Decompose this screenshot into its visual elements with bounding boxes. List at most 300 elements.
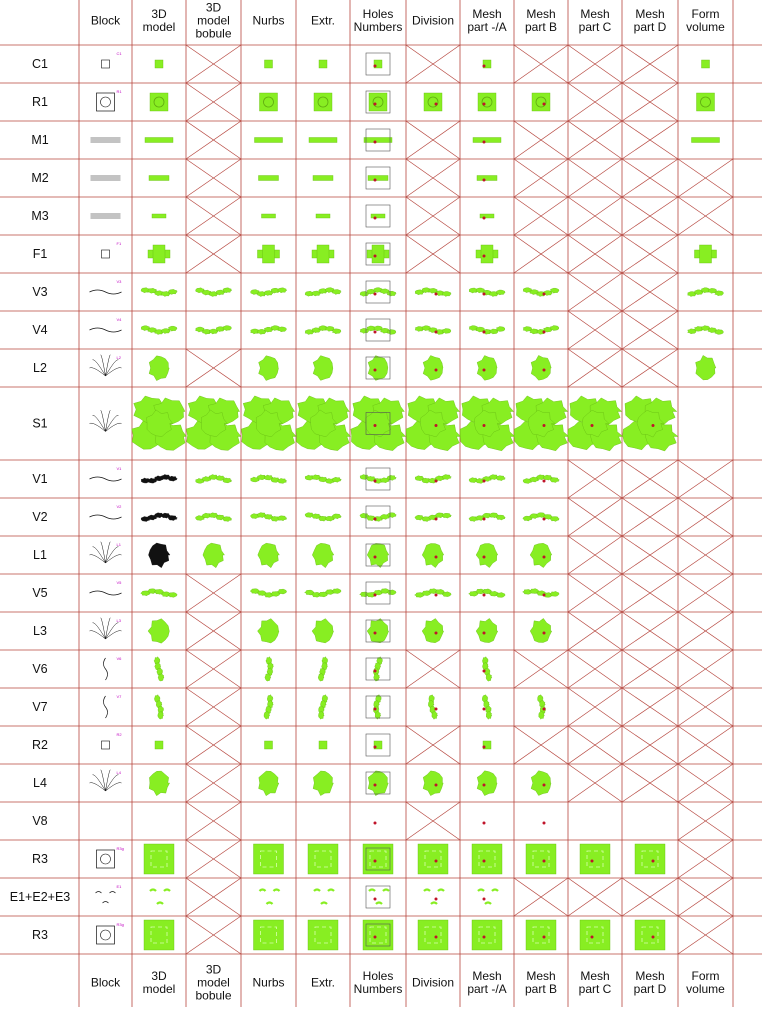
bottom-header-bobule: 3D [205,962,222,977]
marker-dot [543,936,546,939]
shape-panel [526,844,556,874]
bottom-header-meshD: part D [633,982,667,996]
shape-corner [492,890,498,892]
shape-vine [688,326,724,335]
block-tag: L2 [116,355,121,360]
row-label: M2 [31,171,49,185]
shape-vine-vertical [538,695,546,720]
cell-shape [154,657,164,681]
shape-vine [360,513,397,522]
block-line-drawing [104,696,108,718]
row-label: R3 [32,928,48,942]
shape-vine [523,326,559,335]
row-label: L2 [33,361,47,375]
top-header-extr: Extr. [310,13,336,28]
marker-dot [435,518,438,521]
shape-square [265,60,273,68]
marker-dot [374,594,377,597]
shape-blob [477,771,497,796]
cell-shape [264,695,273,720]
marker-dot [543,331,546,334]
marker-dot [543,822,546,825]
cell-shape [374,822,377,825]
cell-shape [478,93,496,111]
block-line-drawing [91,214,121,218]
cell-shape [255,138,283,143]
top-header-form: volume [686,20,725,34]
shape-panel [472,920,502,950]
shape-corner [485,903,491,905]
block-tag: F1 [116,241,122,246]
marker-dot [374,556,377,559]
cell-shape [148,245,170,263]
shape-square [702,60,710,68]
cell-shape [695,245,717,263]
shape-vine [523,513,560,522]
block-tag: L4 [116,770,121,775]
bottom-header-meshB: Mesh [526,969,556,983]
bottom-header-form: Form [691,969,720,983]
cell-shape [363,920,393,950]
top-header-meshC: part C [578,20,612,34]
top-header-form: Form [691,7,720,21]
cell-shape [366,205,390,227]
shape-blob [476,618,498,642]
marker-dot [374,936,377,939]
marker-dot [374,708,377,711]
cell-shape [265,741,273,749]
marker-dot [543,103,546,106]
marker-dot [374,898,377,901]
cell-shape [366,734,390,756]
shape-vine [141,589,178,598]
block-tag: V7 [116,694,122,699]
row-label: R2 [32,738,48,752]
shape-vine [196,326,232,335]
marker-dot [591,860,594,863]
shape-corner [260,890,266,892]
shape-rosette [369,93,387,111]
shape-blob [367,543,389,567]
block-line-drawing [91,138,121,142]
cell-shape [422,619,444,643]
cell-shape [305,589,342,598]
shape-bar [473,138,501,143]
shape-bar [313,176,333,181]
marker-dot [435,860,438,863]
cell-shape [145,138,173,143]
shape-vine [415,589,452,598]
shape-vine [251,288,287,297]
shape-vine-vertical [154,657,164,681]
marker-dot [652,936,655,939]
shape-vine [305,513,341,522]
cell-shape [483,60,492,68]
marker-dot [652,424,655,427]
row-label: V7 [32,700,48,714]
cell-shape [259,176,279,181]
cell-shape [623,396,678,451]
shape-rosette [260,93,278,111]
cell-shape [530,618,552,642]
cell-shape [360,506,397,528]
shape-panel [308,920,338,950]
cell-shape [460,396,515,451]
block-tag: E1 [116,884,122,889]
marker-dot [374,103,377,106]
marker-dot [374,217,377,220]
cell-shape [196,475,232,484]
shape-bar [371,214,385,218]
shape-blob [168,289,177,294]
cell-shape [532,93,550,111]
block-tag: C1 [116,51,122,56]
shape-blob [486,711,492,719]
shape-blob [312,619,334,643]
top-header-meshA: Mesh [472,7,502,21]
shape-blob [486,673,492,681]
shape-blob [715,291,724,296]
marker-dot [483,936,486,939]
cell-shape [251,326,287,335]
cell-shape [531,771,551,796]
shape-vine [305,326,341,335]
marker-dot [483,424,486,427]
cell-shape [196,513,232,522]
shape-blob [148,619,169,644]
cell-shape [360,319,396,341]
top-header-meshB: part B [524,20,558,34]
marker-dot [483,480,486,483]
shape-blob [312,543,334,567]
cell-shape [423,771,443,796]
cell-shape [476,618,498,642]
row-label: V6 [32,662,48,676]
shape-blob [442,475,451,480]
shape-panel [308,844,338,874]
shape-vine [196,513,232,522]
cell-shape [424,890,444,905]
shape-rosette [478,93,496,111]
cell-shape [305,513,341,522]
block-tag: R2 [116,732,122,737]
cell-shape [155,60,163,68]
cell-shape [314,890,334,905]
top-header-meshD: Mesh [635,7,665,21]
block-line-drawing [90,591,122,595]
shape-blob [332,514,341,519]
cell-shape [482,657,492,682]
shape-panel [254,844,284,874]
cell-shape [265,60,273,68]
marker-dot [483,217,486,220]
shape-bar [255,138,283,143]
bottom-header-meshA: Mesh [472,969,502,983]
cell-shape [543,822,546,825]
shape-blob [278,478,287,483]
marker-dot [435,708,438,711]
cell-shape [469,589,506,598]
shape-rosette [314,93,332,111]
shape-vine-vertical [373,657,382,681]
block-line-drawing [96,892,116,904]
marker-dot [543,480,546,483]
shape-vine [251,475,287,484]
cell-shape [469,326,505,335]
marker-dot [374,255,377,258]
shape-vine-vertical [265,657,274,681]
marker-dot [374,632,377,635]
cell-shape [526,920,556,950]
shape-panel [144,920,174,950]
cell-shape [313,356,333,381]
top-header-meshD: part D [633,20,667,34]
shape-corner [383,890,389,892]
cell-shape [149,356,169,381]
block-line-drawing [90,290,122,294]
top-header-block: Block [90,13,121,28]
cell-shape [469,475,505,484]
cell-shape [360,281,396,303]
shape-panel [635,844,665,874]
cell-shape [482,695,492,720]
shape-vine [415,513,452,522]
bottom-header-bobule: bobule [195,988,232,1003]
row-label: R3 [32,852,48,866]
cell-shape [265,657,274,681]
bottom-header-meshA: part -/A [467,982,507,996]
shape-blob [149,543,171,568]
cell-shape [692,138,720,143]
cell-shape [580,920,610,950]
shape-blob [278,288,287,293]
shape-vine-vertical [373,695,381,720]
row-label: V3 [32,285,48,299]
marker-dot [483,331,486,334]
shape-blob [422,544,444,568]
block-drawings [90,51,124,944]
block-line-drawing [90,477,122,481]
bottom-header-meshC: Mesh [580,969,610,983]
shape-vine [141,475,177,484]
row-label: V4 [32,323,48,337]
cell-shape [422,544,444,568]
cell-shape [144,920,174,950]
block-tag: L1 [116,542,121,547]
shape-panel [580,844,610,874]
cell-shape [308,920,338,950]
shape-vine [305,288,341,297]
block-tag: R1 [116,89,122,94]
bottom-header-meshB: part B [524,982,558,996]
shape-corner [376,903,382,905]
cell-shape [523,475,559,484]
marker-dot [543,784,546,787]
top-header-holes: Numbers [353,20,403,34]
cell-shape [351,396,406,451]
marker-dot [543,632,546,635]
cell-shape [296,396,351,451]
cell-shape [469,513,505,522]
shape-rosette [150,93,168,111]
cell-shape [580,844,610,874]
shape-rosette [424,93,442,111]
shape-blob [422,619,444,643]
marker-dot [543,424,546,427]
top-header-meshC: Mesh [580,7,610,21]
shape-bar [262,214,276,218]
cell-shape [312,619,334,643]
cell-shape [155,741,163,749]
shape-vine [360,326,396,335]
cell-shape [260,93,278,111]
cell-shape [312,245,334,263]
shape-square [319,741,327,749]
cell-shape [149,543,171,568]
marker-dot [543,556,546,559]
shape-blob [476,544,498,568]
marker-dot [435,103,438,106]
marker-dot [374,141,377,144]
shape-blob [696,355,716,380]
shape-bar [145,138,173,143]
marker-dot [374,480,377,483]
cell-shape [312,543,334,567]
shape-panel [254,920,284,950]
marker-dot [374,293,377,296]
marker-dot [435,331,438,334]
shape-bar [480,214,494,218]
marker-dot [483,369,486,372]
marker-dot [483,293,486,296]
cell-shape [366,657,390,681]
top-header-division: Division [411,13,455,28]
cell-shape [702,60,710,68]
cell-shape [415,326,451,335]
cell-shape [314,93,332,111]
shape-corner [478,890,484,892]
cell-shape [406,396,461,451]
shape-panel [144,844,174,874]
block-tag: R3g [116,846,124,851]
cell-shape [526,844,556,874]
cell-shape [251,475,287,484]
shape-blob [278,516,287,521]
marker-dot [591,936,594,939]
cell-shape [186,396,241,451]
shape-blob [332,329,341,334]
cell-shape [141,288,177,297]
marker-dot [374,518,377,521]
cell-shape [568,396,623,451]
shape-corner [369,890,375,892]
marker-dot [374,369,377,372]
shape-panel [635,920,665,950]
cell-shape [473,138,501,144]
cell-shape [250,589,287,598]
cell-shape [366,771,390,796]
shape-blob [432,711,438,719]
shape-blob [477,356,497,381]
shape-blob [387,513,396,518]
shape-bar [316,214,330,218]
shape-vine [469,475,505,484]
block-line-drawing [97,926,115,944]
block-tag: V4 [116,317,122,322]
row-label: L4 [33,776,47,790]
row-label: S1 [32,416,48,431]
shape-panel [418,920,448,950]
row-label: C1 [32,57,48,71]
shape-vine-vertical [428,695,437,720]
shape-bar [309,138,337,143]
shape-corner [328,890,334,892]
shape-vine-vertical [264,695,273,720]
block-tag: L3 [116,618,121,623]
cell-shape [254,844,284,874]
shape-panel [580,920,610,950]
shape-vine-vertical [319,695,328,720]
cell-shape [141,475,177,484]
cell-shape [688,288,724,297]
bottom-header-holes: Holes [362,969,394,983]
bottom-header-model3d: model [142,982,176,996]
top-header-bobule: bobule [195,26,232,41]
shape-vine-vertical [318,657,328,681]
cell-shape [483,822,486,825]
cell-shape [538,695,546,720]
cell-shape [469,288,505,297]
block-tag: V1 [116,466,122,471]
marker-dot [483,255,486,258]
marker-dot [483,898,486,901]
cell-shapes [132,53,724,950]
shape-bar [477,176,497,181]
cell-shape [141,589,178,598]
block-line-drawing [90,515,122,519]
empty-cell-crosses [186,45,733,954]
cell-shape [196,326,232,335]
block-line-drawing [104,658,108,680]
cell-shape [418,920,448,950]
cell-shape [428,695,437,720]
cell-shape [697,93,715,111]
cell-shape [366,356,390,381]
shape-corner [267,903,273,905]
marker-dot [435,369,438,372]
cell-shape [132,396,187,450]
shape-corner [150,890,156,892]
marker-dot [374,424,377,427]
cell-shape [483,741,492,749]
shape-bar [692,138,720,143]
marker-dot [543,518,546,521]
shape-blob [278,327,287,332]
marker-dot [483,518,486,521]
row-label: V2 [32,510,48,524]
marker-dot [435,594,438,597]
cell-shape [149,176,169,181]
shape-blob [259,771,279,796]
shape-blob [367,619,389,643]
cell-shape [309,138,337,143]
cell-shape [141,513,177,522]
marker-dot [591,424,594,427]
cell-shape [305,288,341,297]
cell-shape [523,326,559,335]
marker-dot [543,860,546,863]
bottom-header-extr: Extr. [310,975,336,990]
